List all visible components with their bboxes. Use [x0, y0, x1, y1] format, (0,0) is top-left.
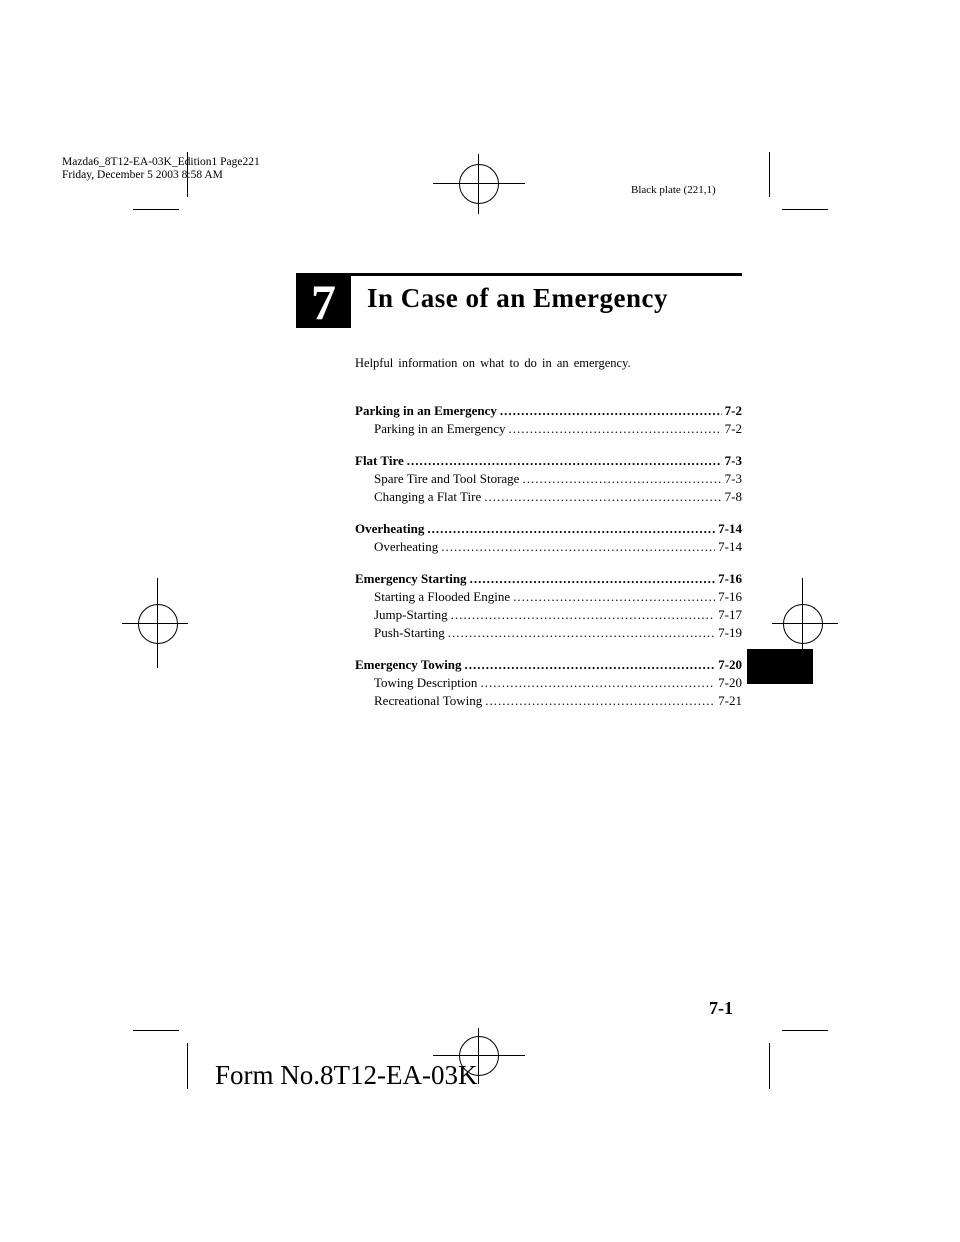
leader-dots	[509, 420, 722, 438]
chapter-rule	[296, 273, 742, 276]
form-number: Form No.8T12-EA-03K	[215, 1060, 478, 1090]
toc-entry-title: Emergency Towing	[355, 657, 462, 672]
toc-subentry-title: Changing a Flat Tire	[374, 489, 482, 504]
toc-subentry[interactable]	[355, 692, 742, 710]
toc-entry[interactable]	[355, 520, 742, 538]
toc-entry-page: 7-16	[718, 571, 742, 586]
toc-entry-page: 7-2	[724, 403, 742, 418]
toc-subentry-title: Recreational Towing	[374, 693, 483, 708]
leader-dots	[470, 570, 716, 588]
leader-dots	[522, 470, 721, 488]
leader-dots	[500, 402, 722, 420]
print-header-line2: Friday, December 5 2003 8:58 AM	[62, 169, 223, 181]
leader-dots	[513, 588, 715, 606]
toc-subentry-page: 7-14	[718, 539, 742, 554]
leader-dots	[465, 656, 716, 674]
chapter-title: In Case of an Emergency	[367, 283, 668, 313]
toc-section	[355, 402, 742, 438]
toc-subentry-page: 7-8	[724, 489, 742, 504]
print-header-line1: Mazda6_8T12-EA-03K_Edition1 Page221	[62, 156, 260, 168]
toc-subentry-page: 7-19	[718, 625, 742, 640]
toc-subentry-title: Towing Description	[374, 675, 478, 690]
toc-section	[355, 570, 742, 642]
toc-subentry-title: Push-Starting	[374, 625, 445, 640]
table-of-contents	[355, 402, 742, 724]
toc-section	[355, 520, 742, 556]
chapter-number: 7	[296, 273, 351, 328]
chapter-thumb-tab	[747, 649, 813, 684]
toc-section	[355, 452, 742, 506]
print-header	[62, 156, 260, 182]
toc-entry-title: Emergency Starting	[355, 571, 467, 586]
toc-subentry-page: 7-2	[724, 421, 742, 436]
toc-entry-page: 7-3	[724, 453, 742, 468]
toc-subentry-title: Starting a Flooded Engine	[374, 589, 511, 604]
toc-subentry[interactable]	[355, 624, 742, 642]
plate-label: Black plate (221,1)	[631, 184, 716, 196]
toc-subentry-page: 7-21	[718, 693, 742, 708]
toc-entry[interactable]	[355, 656, 742, 674]
toc-subentry-title: Jump-Starting	[374, 607, 448, 622]
leader-dots	[448, 624, 715, 642]
toc-subentry-page: 7-17	[718, 607, 742, 622]
toc-subentry[interactable]	[355, 488, 742, 506]
toc-subentry[interactable]	[355, 420, 742, 438]
toc-subentry-title: Overheating	[374, 539, 439, 554]
toc-subentry[interactable]	[355, 538, 742, 556]
leader-dots	[407, 452, 722, 470]
toc-subentry[interactable]	[355, 470, 742, 488]
toc-subentry[interactable]	[355, 674, 742, 692]
toc-subentry-title: Spare Tire and Tool Storage	[374, 471, 520, 486]
chapter-intro: Helpful information on what to do in an emergency.	[355, 356, 631, 370]
toc-entry[interactable]	[355, 452, 742, 470]
toc-section	[355, 656, 742, 710]
toc-subentry[interactable]	[355, 588, 742, 606]
leader-dots	[427, 520, 715, 538]
page-number: 7-1	[709, 998, 733, 1018]
toc-subentry-page: 7-16	[718, 589, 742, 604]
toc-subentry-title: Parking in an Emergency	[374, 421, 506, 436]
toc-entry-title: Overheating	[355, 521, 425, 536]
leader-dots	[484, 488, 721, 506]
toc-entry-title: Parking in an Emergency	[355, 403, 497, 418]
toc-subentry[interactable]	[355, 606, 742, 624]
toc-subentry-page: 7-20	[718, 675, 742, 690]
leader-dots	[451, 606, 715, 624]
leader-dots	[485, 692, 715, 710]
toc-entry-page: 7-14	[718, 521, 742, 536]
toc-entry-title: Flat Tire	[355, 453, 404, 468]
toc-entry[interactable]	[355, 402, 742, 420]
toc-entry[interactable]	[355, 570, 742, 588]
toc-entry-page: 7-20	[718, 657, 742, 672]
leader-dots	[480, 674, 715, 692]
leader-dots	[441, 538, 715, 556]
toc-subentry-page: 7-3	[724, 471, 742, 486]
